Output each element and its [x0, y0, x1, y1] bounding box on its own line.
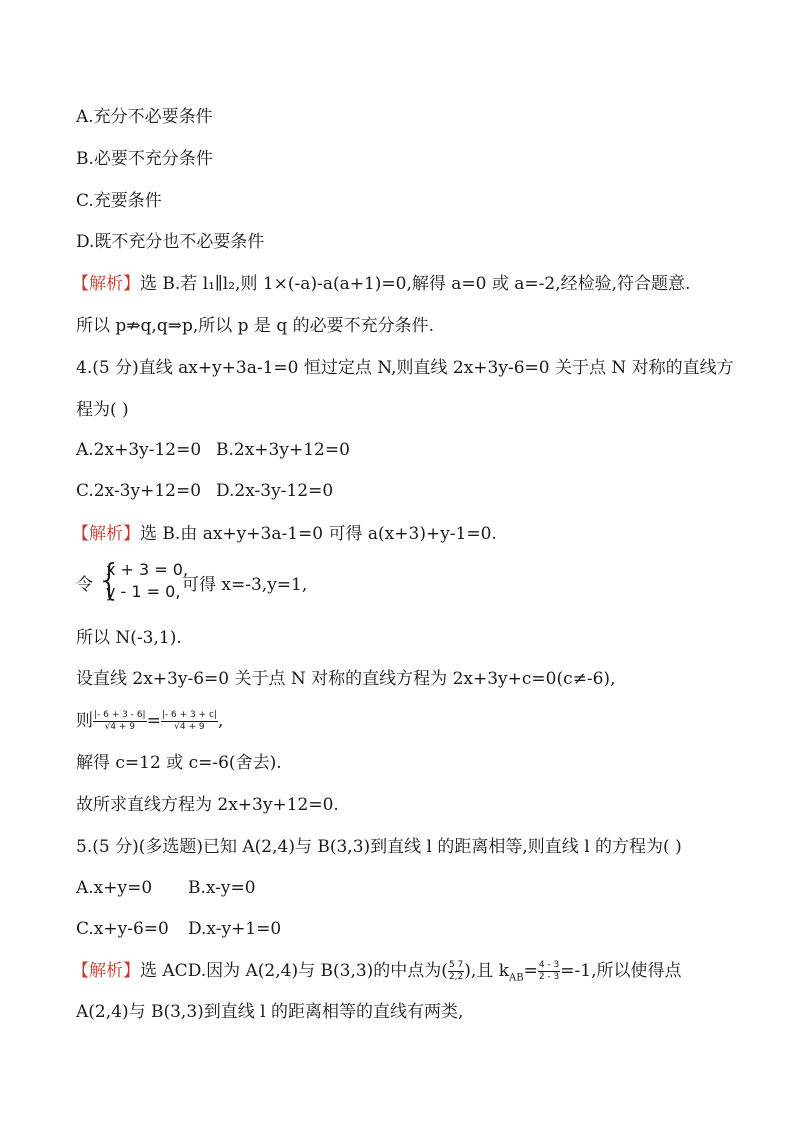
q4-stem-line2: 程为( ): [76, 400, 129, 420]
equals-sign: =: [146, 711, 161, 731]
fraction-denominator: 2 - 3: [538, 972, 560, 982]
q4-solution-line5: [76, 706, 223, 736]
q5-solution-part2: ),且 k: [464, 961, 510, 981]
q5-solution-part3: =: [523, 961, 538, 981]
slope-fraction: [538, 960, 560, 983]
distance-fraction-2: [161, 710, 218, 733]
q3-solution-line1: [72, 273, 691, 295]
q4-option-a: A.2x+3y-12=0: [76, 440, 202, 460]
q5-stem: 5.(5 分)(多选题)已知 A(2,4)与 B(3,3)到直线 l 的距离相等,则直线 l 的方程为( ): [76, 837, 682, 857]
q3-option-b: B.必要不充分条件: [76, 149, 213, 169]
system-equation-2: y - 1 = 0,: [106, 582, 181, 601]
system-equation-1: x + 3 = 0,: [106, 560, 189, 579]
fraction-numerator: |- 6 + 3 + c|: [161, 710, 217, 720]
fraction-denominator: 2,2: [448, 972, 464, 982]
let-suffix: 可得 x=-3,y=1,: [182, 575, 308, 595]
solution-tag: 【解析】: [72, 961, 140, 981]
q4-solution-line3: 所以 N(-3,1).: [76, 628, 182, 648]
q5-solution-part1: 选 ACD.因为 A(2,4)与 B(3,3)的中点为(: [140, 961, 448, 981]
q5-solution-part4: =-1,所以使得点: [560, 961, 682, 981]
q4-solution-line6: 解得 c=12 或 c=-6(舍去).: [76, 753, 282, 773]
left-brace: {: [96, 555, 123, 604]
q3-solution-line2: 所以 p⇏q,q⇒p,所以 p 是 q 的必要不充分条件.: [76, 316, 435, 336]
q5-solution-line1: [72, 956, 682, 993]
fraction-denominator: √4 + 9: [104, 722, 136, 732]
solution-tag: 【解析】: [72, 274, 140, 294]
q5-option-a: A.x+y=0: [76, 878, 153, 898]
q4-stem-line1: 4.(5 分)直线 ax+y+3a-1=0 恒过定点 N,则直线 2x+3y-6=0 关于点 N 对称的直线方: [76, 358, 734, 378]
q4-option-d: D.2x-3y-12=0: [216, 481, 334, 501]
fraction-numerator: 5 7: [448, 960, 464, 970]
fraction-numerator: 4 - 3: [538, 960, 560, 970]
fraction-denominator: √4 + 9: [174, 722, 205, 732]
q4-solution-line7: 故所求直线方程为 2x+3y+12=0.: [76, 795, 339, 815]
q4-solution-line1: [72, 523, 497, 545]
q3-option-d: D.既不充分也不必要条件: [76, 232, 265, 252]
slope-subscript: AB: [509, 972, 524, 984]
solution-tag: 【解析】: [72, 524, 140, 544]
distance-fraction-1: [93, 710, 147, 733]
q3-solution-text1: 选 B.若 l₁∥l₂,则 1×(-a)-a(a+1)=0,解得 a=0 或 a=-2,经检验,符合题意.: [140, 274, 691, 294]
q3-option-a: A.充分不必要条件: [76, 107, 213, 127]
then-suffix: ,: [217, 711, 224, 731]
q4-solution-line4: 设直线 2x+3y-6=0 关于点 N 对称的直线方程为 2x+3y+c=0(c≠-6),: [76, 669, 616, 689]
q5-option-b: B.x-y=0: [188, 878, 256, 898]
q4-option-b: B.2x+3y+12=0: [216, 440, 350, 460]
q3-option-c: C.充要条件: [76, 191, 162, 211]
q4-solution-text1: 选 B.由 ax+y+3a-1=0 可得 a(x+3)+y-1=0.: [140, 524, 497, 544]
let-prefix: 令: [76, 575, 93, 595]
fraction-numerator: |- 6 + 3 - 6|: [94, 710, 146, 720]
midpoint-fraction: [448, 960, 464, 983]
then-prefix: 则: [76, 711, 93, 731]
q5-option-c: C.x+y-6=0: [76, 919, 169, 939]
q5-solution-line2: A(2,4)与 B(3,3)到直线 l 的距离相等的直线有两类,: [76, 1002, 464, 1022]
q5-option-d: D.x-y+1=0: [188, 919, 282, 939]
q4-option-c: C.2x-3y+12=0: [76, 481, 202, 501]
